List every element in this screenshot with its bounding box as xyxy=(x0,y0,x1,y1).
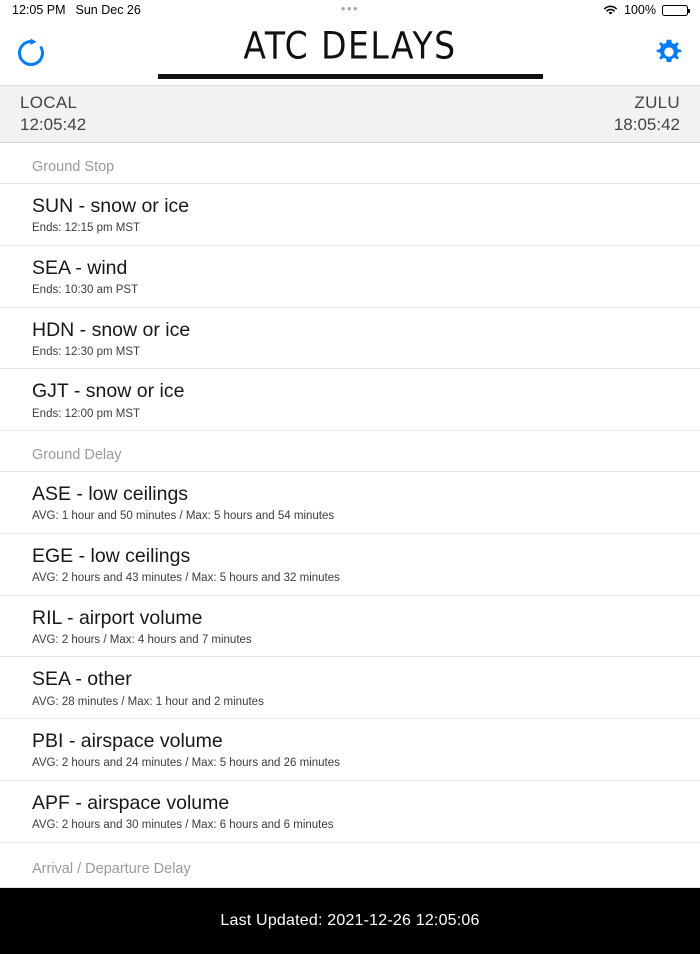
list-item[interactable] xyxy=(0,369,700,431)
battery-percent-label: 100% xyxy=(624,3,656,17)
list-item-subtitle: Ends: 12:15 pm MST xyxy=(32,222,141,235)
section-header-ground-stop: Ground Stop xyxy=(0,143,700,184)
app-title-block xyxy=(158,23,543,79)
section-header-ground-delay: Ground Delay xyxy=(0,431,700,472)
list-item-subtitle: Ends: 12:00 pm MST xyxy=(32,407,141,420)
title-underline xyxy=(158,74,543,79)
list-item[interactable] xyxy=(0,472,700,534)
list-item-subtitle: AVG: 28 minutes / Max: 1 hour and 2 minutes xyxy=(32,695,264,708)
zulu-clock xyxy=(614,92,680,137)
ellipsis-icon: ••• xyxy=(340,1,360,16)
list-item-title: GJT - snow or ice xyxy=(32,380,185,403)
app-title: ATC DELAYS xyxy=(243,23,457,67)
list-item-subtitle: AVG: 1 hour and 50 minutes / Max: 5 hours and 54 minutes xyxy=(32,510,335,523)
list-item[interactable] xyxy=(0,246,700,308)
list-item-subtitle: Ends: 10:30 am PST xyxy=(32,284,139,297)
refresh-button[interactable] xyxy=(16,38,46,68)
status-bar-right xyxy=(603,3,688,17)
clock-bar xyxy=(0,85,700,143)
status-bar-date: Sun Dec 26 xyxy=(75,3,141,17)
gear-icon[interactable] xyxy=(654,38,684,68)
list-item-title: SEA - wind xyxy=(32,256,128,279)
list-item[interactable] xyxy=(0,781,700,843)
list-item-subtitle: AVG: 2 hours and 43 minutes / Max: 5 hours and 32 minutes xyxy=(32,572,340,585)
list-item-title: APF - airspace volume xyxy=(32,791,230,814)
list-item[interactable] xyxy=(0,308,700,370)
local-clock-time: 12:05:42 xyxy=(20,115,87,134)
list-item[interactable] xyxy=(0,657,700,719)
list-item[interactable] xyxy=(0,534,700,596)
list-item[interactable] xyxy=(0,596,700,658)
list-item-title: ASE - low ceilings xyxy=(32,483,189,505)
status-bar-time: 12:05 PM xyxy=(12,3,66,17)
list-item-title: SUN - snow or ice xyxy=(32,195,190,217)
status-bar-left xyxy=(12,3,141,17)
zulu-clock-time: 18:05:42 xyxy=(613,115,680,134)
list-item-title: HDN - snow or ice xyxy=(32,318,191,341)
list-item[interactable] xyxy=(0,719,700,781)
list-item-title: RIL - airport volume xyxy=(32,606,203,629)
section-header-arrival-departure-delay: Arrival / Departure Delay xyxy=(0,843,700,888)
last-updated-label: Last Updated: 2021-12-26 12:05:06 xyxy=(220,911,480,929)
list-item-subtitle: AVG: 2 hours and 30 minutes / Max: 6 hours and 6 minutes xyxy=(32,819,334,832)
app-header xyxy=(0,20,700,85)
list-item[interactable] xyxy=(0,184,700,246)
list-item-title: EGE - low ceilings xyxy=(32,544,191,567)
list-item-subtitle: AVG: 2 hours / Max: 4 hours and 7 minutes xyxy=(32,633,252,646)
list-item-title: SEA - other xyxy=(32,668,132,691)
battery-icon xyxy=(662,5,688,16)
local-clock xyxy=(20,92,86,137)
local-clock-label: LOCAL xyxy=(20,92,78,112)
zulu-clock-label: ZULU xyxy=(634,92,680,112)
delay-list[interactable] xyxy=(0,143,700,888)
list-item-subtitle: Ends: 12:30 pm MST xyxy=(32,345,141,358)
status-bar xyxy=(0,0,700,20)
footer-status-bar xyxy=(0,888,700,954)
wifi-icon xyxy=(603,5,618,16)
list-item-title: PBI - airspace volume xyxy=(32,730,223,752)
list-item-subtitle: AVG: 2 hours and 24 minutes / Max: 5 hours and 26 minutes xyxy=(32,757,340,770)
